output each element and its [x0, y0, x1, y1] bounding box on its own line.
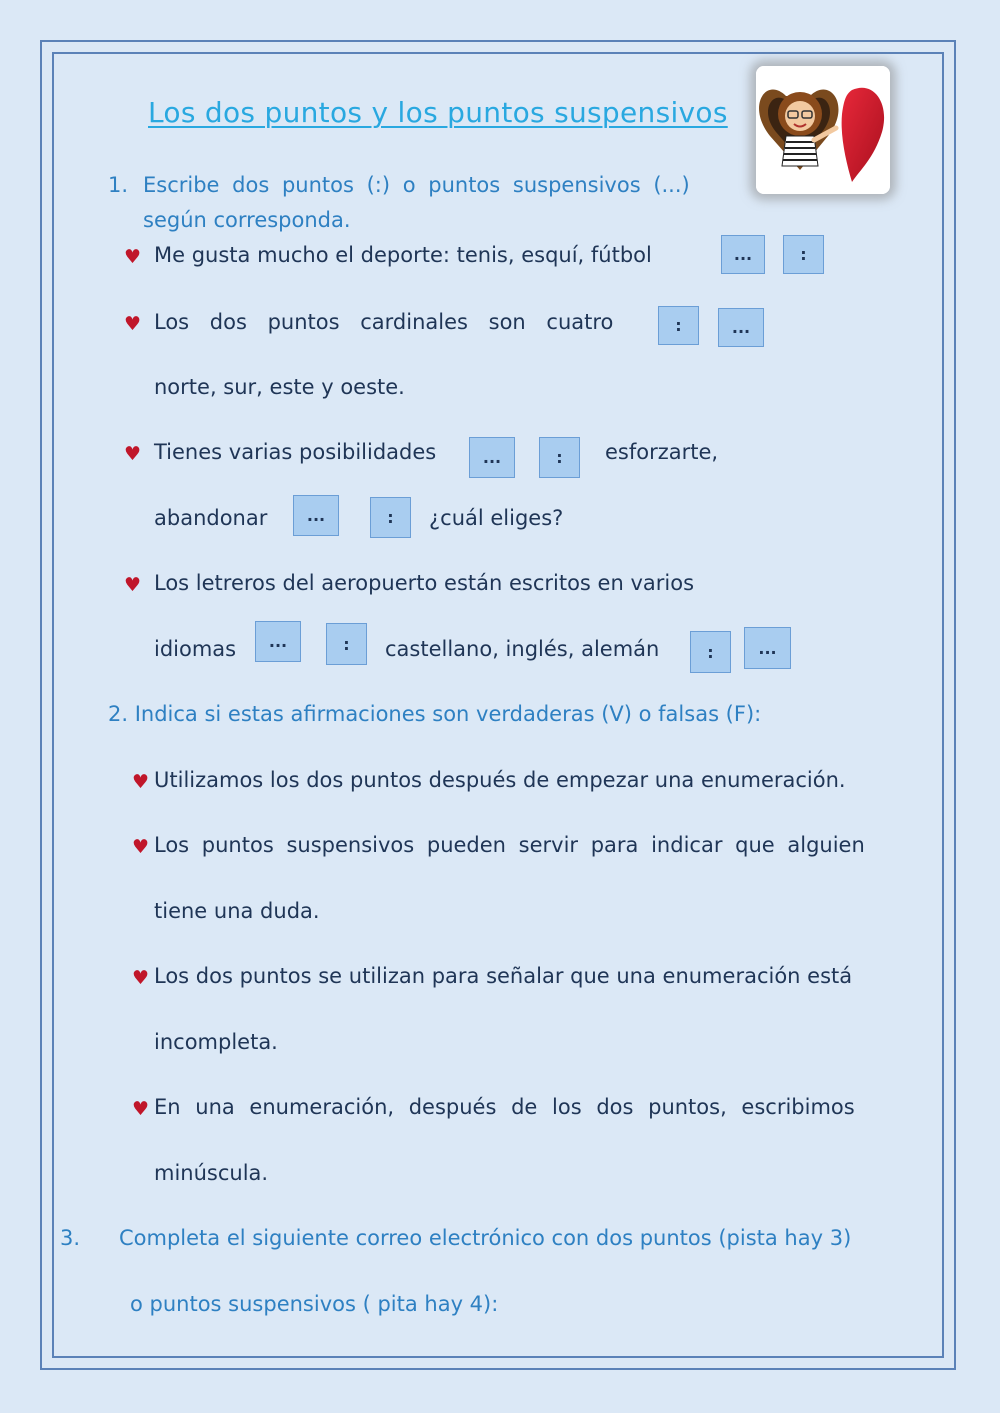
heart-bullet-icon: ♥ [132, 1098, 150, 1120]
statement-2-line1: Los puntos suspensivos pueden servir para indicar que alguien [154, 833, 865, 857]
section1-number: 1. [108, 173, 129, 197]
answer-box-4a[interactable]: ... [255, 621, 301, 662]
statement-4-line1: En una enumeración, después de los dos puntos, escribimos [154, 1095, 855, 1119]
answer-box-4c[interactable]: : [690, 631, 731, 673]
sentence-1: Me gusta mucho el deporte: tenis, esquí, fútbol [154, 243, 652, 267]
answer-box-3b[interactable]: : [539, 437, 580, 478]
answer-box-4d[interactable]: ... [744, 627, 791, 669]
section3-number: 3. [60, 1226, 81, 1250]
sentence-4-line2: idiomas [154, 637, 237, 661]
statement-1: Utilizamos los dos puntos después de empezar una enumeración. [154, 768, 846, 792]
section3-instruction-line2: o puntos suspensivos ( pita hay 4): [130, 1292, 499, 1316]
answer-box-1a[interactable]: ... [721, 235, 765, 274]
sentence-4-line2-mid: castellano, inglés, alemán [385, 637, 660, 661]
answer-box-2b[interactable]: ... [718, 308, 764, 347]
worksheet-title: Los dos puntos y los puntos suspensivos [148, 96, 728, 129]
sentence-3-line2: abandonar [154, 506, 268, 530]
heart-bullet-icon: ♥ [124, 313, 142, 335]
bitmoji-avatar-heart-icon [756, 66, 890, 194]
answer-box-4b[interactable]: : [326, 623, 367, 665]
statement-4-line2: minúscula. [154, 1161, 269, 1185]
sentence-3-line1: Tienes varias posibilidades [154, 440, 437, 464]
answer-box-1b[interactable]: : [783, 235, 824, 274]
heart-bullet-icon: ♥ [124, 443, 142, 465]
sentence-2-line2: norte, sur, este y oeste. [154, 375, 405, 399]
answer-box-3d[interactable]: : [370, 497, 411, 538]
answer-box-3c[interactable]: ... [293, 495, 339, 536]
sentence-3-line1-end: esforzarte, [605, 440, 719, 464]
section3-instruction-line1: Completa el siguiente correo electrónico con dos puntos (pista hay 3) [119, 1226, 852, 1250]
section1-instruction-line2: según corresponda. [143, 208, 351, 232]
section2-heading: 2. Indica si estas afirmaciones son verdaderas (V) o falsas (F): [108, 702, 762, 726]
heart-bullet-icon: ♥ [132, 771, 150, 793]
answer-box-3a[interactable]: ... [469, 437, 515, 478]
sentence-2-line1: Los dos puntos cardinales son cuatro [154, 310, 614, 334]
answer-box-2a[interactable]: : [658, 306, 699, 345]
sentence-3-line2-end: ¿cuál eliges? [429, 506, 564, 530]
heart-bullet-icon: ♥ [124, 574, 142, 596]
heart-bullet-icon: ♥ [132, 836, 150, 858]
statement-3-line2: incompleta. [154, 1030, 278, 1054]
sentence-4-line1: Los letreros del aeropuerto están escritos en varios [154, 571, 695, 595]
statement-2-line2: tiene una duda. [154, 899, 320, 923]
heart-bullet-icon: ♥ [124, 246, 142, 268]
heart-bullet-icon: ♥ [132, 967, 150, 989]
section1-instruction-line1: Escribe dos puntos (:) o puntos suspensivos (...) [143, 173, 690, 197]
statement-3-line1: Los dos puntos se utilizan para señalar que una enumeración está [154, 964, 853, 988]
